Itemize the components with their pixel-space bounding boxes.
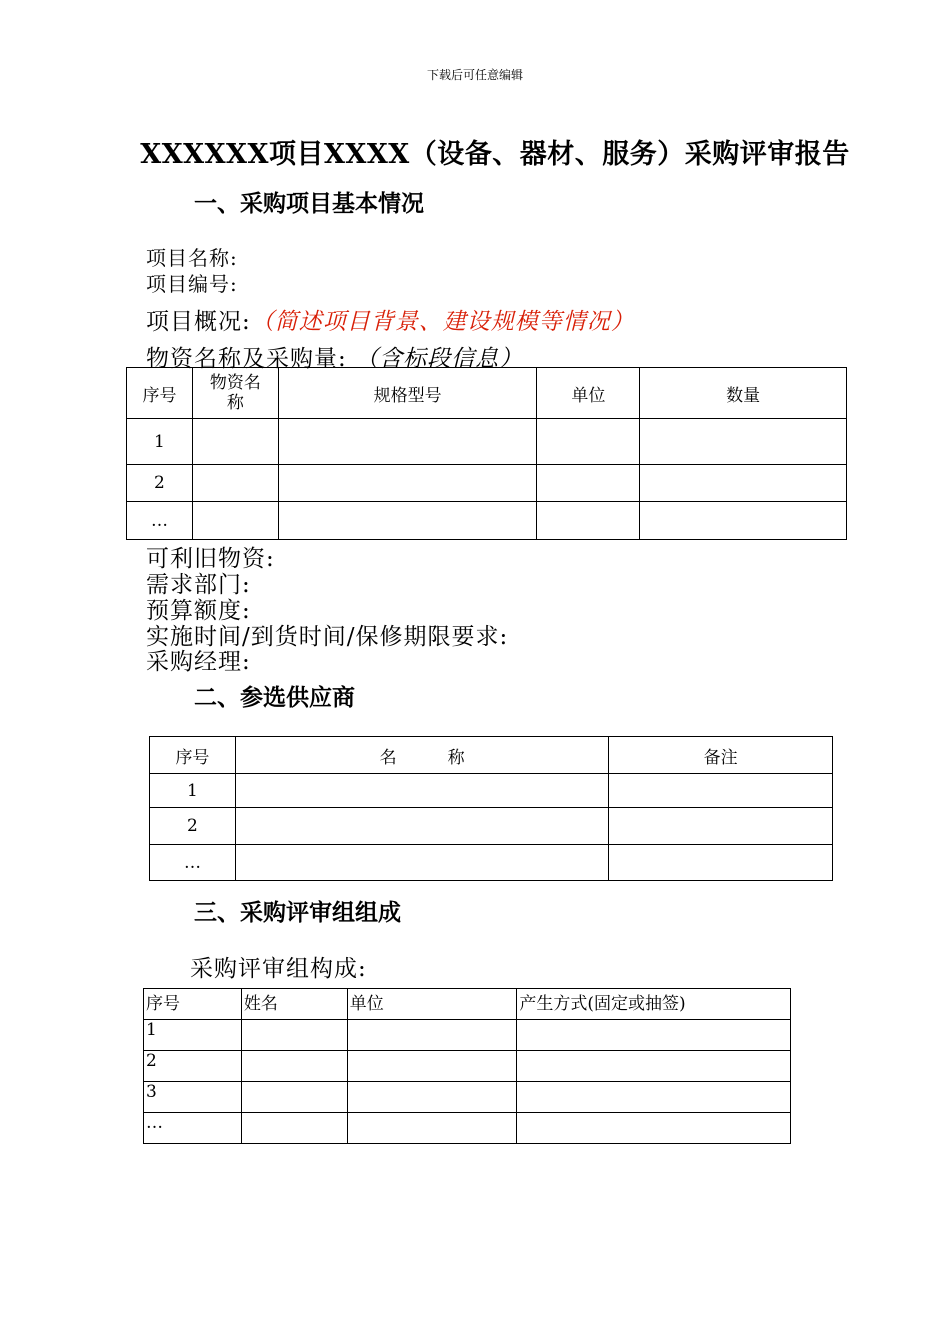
table-cell [517,1051,791,1082]
project-name-label: 项目名称: [146,246,238,270]
table-header-row [127,368,847,419]
table-cell: 1 [144,1020,242,1051]
section2-heading: 二、参选供应商 [194,685,355,711]
table-row [150,808,833,845]
materials-hint: （含标段信息） [355,346,524,372]
table-cell [241,1113,347,1144]
table-cell: … [150,845,236,881]
table-cell [192,419,278,465]
supplier-table [149,736,833,881]
panel-table [143,988,791,1144]
table-header-row [144,989,791,1020]
col-header: 物资名称 [192,368,278,419]
table-cell [241,1051,347,1082]
reuse-label: 可利旧物资: [146,546,275,572]
table-cell [640,502,847,540]
table-row [144,1082,791,1113]
col-header: 规格型号 [278,368,537,419]
table-cell [347,1113,517,1144]
table-cell [235,774,608,808]
table-cell [347,1082,517,1113]
table-cell: 2 [144,1051,242,1082]
table-cell [537,502,640,540]
table-cell [517,1113,791,1144]
department-label: 需求部门: [146,572,251,598]
table-cell [640,465,847,502]
table-header-row [150,737,833,774]
table-cell [347,1051,517,1082]
table-cell [640,419,847,465]
col-header: 序号 [127,368,193,419]
table-row [127,419,847,465]
table-cell [192,465,278,502]
schedule-label: 实施时间/到货时间/保修期限要求: [146,624,509,650]
col-header: 姓名 [241,989,347,1020]
table-cell [609,845,833,881]
table-cell [609,808,833,845]
table-cell [278,502,537,540]
table-cell [278,419,537,465]
table-cell: 2 [127,465,193,502]
composition-label: 采购评审组构成: [190,956,367,982]
table-row [127,502,847,540]
table-cell: … [127,502,193,540]
table-cell: 2 [150,808,236,845]
table-cell [537,465,640,502]
table-cell [537,419,640,465]
table-cell [278,465,537,502]
overview-label: 项目概况: [146,309,251,335]
col-header: 数量 [640,368,847,419]
budget-label: 预算额度: [146,598,251,624]
col-header: 产生方式(固定或抽签) [517,989,791,1020]
col-header: 序号 [150,737,236,774]
materials-label: 物资名称及采购量: [146,346,347,372]
table-row [150,845,833,881]
table-cell [517,1082,791,1113]
col-header: 单位 [537,368,640,419]
overview-hint: （简述项目背景、建设规模等情况） [250,309,635,335]
table-cell [517,1020,791,1051]
table-cell [609,774,833,808]
table-cell [192,502,278,540]
project-overview [146,303,635,336]
table-row [127,465,847,502]
table-cell [235,845,608,881]
col-header: 备注 [609,737,833,774]
table-row [144,1020,791,1051]
table-row [144,1113,791,1144]
table-cell [241,1020,347,1051]
header-note: 下载后可任意编辑 [426,68,523,82]
table-cell [235,808,608,845]
document-title: XXXXXX项目XXXX（设备、器材、服务）采购评审报告 [140,139,850,170]
col-header: 单位 [347,989,517,1020]
col-header: 序号 [144,989,242,1020]
table-cell: … [144,1113,242,1144]
manager-label: 采购经理: [146,649,251,675]
section3-heading: 三、采购评审组组成 [194,900,401,926]
table-cell [241,1082,347,1113]
table-cell [347,1020,517,1051]
col-header: 名 称 [235,737,608,774]
table-cell: 1 [150,774,236,808]
table-row [144,1051,791,1082]
project-no-label: 项目编号: [146,272,238,296]
table-cell: 3 [144,1082,242,1113]
table-row [150,774,833,808]
table-cell: 1 [127,419,193,465]
section1-heading: 一、采购项目基本情况 [194,191,424,217]
materials-table [126,367,847,540]
